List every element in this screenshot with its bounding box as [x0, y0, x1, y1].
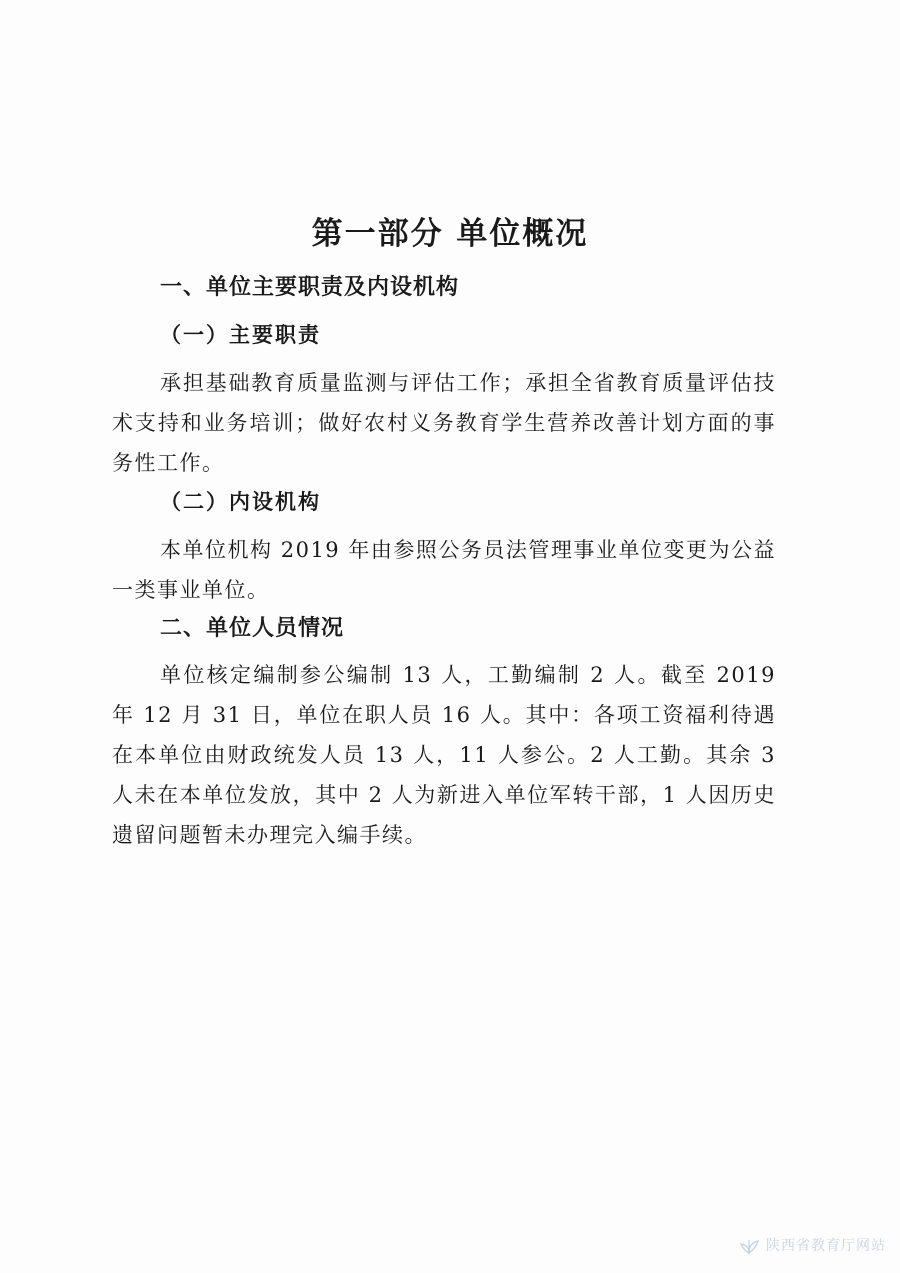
section-heading-duties: 一、单位主要职责及内设机构 [160, 275, 460, 300]
page-title: 第一部分 单位概况 [311, 216, 589, 252]
paragraph-main-duties: 承担基础教育质量监测与评估工作；承担全省教育质量评估技术支持和业务培训；做好农村义务教育学生营养改善计划方面的事务性工作。 [112, 371, 776, 475]
sprout-logo-icon [738, 1236, 760, 1254]
paragraph-staff: 单位核定编制参公编制 13 人，工勤编制 2 人。截至 2019 年 12 月 31 日，单位在职人员 16 人。其中：各项工资福利待遇在本单位由财政统发人员 13 人，11 人参公。2 人工勤。其余 3 人未在本单位发放，其中 2 人为新进入单位军转干部，1 人因历史遗留问题暂未办理完入编手续。 [112, 663, 776, 847]
section-heading-staff: 二、单位人员情况 [160, 616, 345, 641]
paragraph-internal-structure: 本单位机构 2019 年由参照公务员法管理事业单位变更为公益一类事业单位。 [112, 538, 776, 602]
watermark-text: 陕西省教育厅网站 [766, 1238, 886, 1254]
subsection-heading-internal-structure: （二）内设机构 [160, 489, 321, 514]
site-watermark [738, 1235, 886, 1255]
subsection-heading-main-duties: （一）主要职责 [160, 322, 321, 347]
